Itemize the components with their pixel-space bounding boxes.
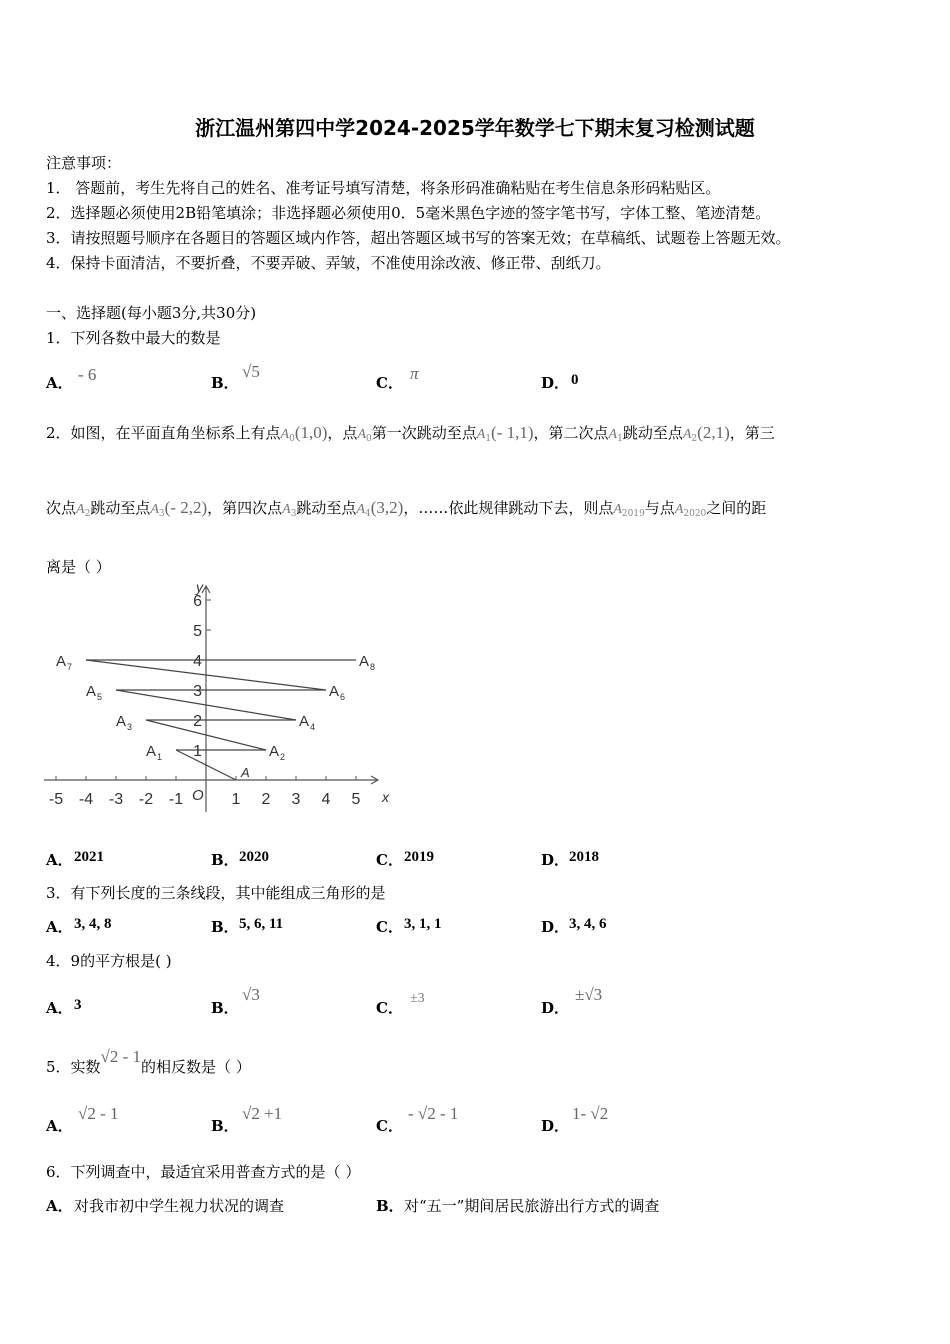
q4-option-b-label: B． bbox=[211, 999, 239, 1017]
q2-point-label: A bbox=[674, 502, 684, 517]
q4-option-c-value: ±3 bbox=[410, 991, 425, 1006]
notice-item-2: 2．选择题必须使用2B铅笔填涂；非选择题必须使用0．5毫米黑色字迹的签字笔书写，字体工整、笔迹清楚。 bbox=[46, 204, 771, 222]
point-a3 bbox=[116, 713, 132, 732]
x-tick-label: -3 bbox=[108, 791, 124, 808]
q2-text: 跳动至点 bbox=[622, 424, 683, 442]
q1-option-d-value: 0 bbox=[571, 372, 579, 388]
point-label-subscript: 4 bbox=[310, 722, 316, 732]
point-a7 bbox=[56, 653, 72, 672]
q2-point-label: A bbox=[682, 427, 692, 442]
q2-text: 第一次跳动至点 bbox=[371, 424, 477, 442]
point-label: A bbox=[86, 683, 97, 700]
q2-subscript: 2 bbox=[84, 509, 91, 519]
point-a2 bbox=[269, 743, 285, 762]
question-4-stem: 4．9的平方根是( ) bbox=[46, 952, 172, 970]
q3-option-c-value: 3, 1, 1 bbox=[404, 916, 442, 932]
notice-item-1: 1． 答题前，考生先将自己的姓名、准考证号填写清楚，将条形码准确粘贴在考生信息条形码粘贴区。 bbox=[46, 179, 721, 197]
q2-text: ，第二次点 bbox=[533, 424, 609, 442]
y-axis-label: y bbox=[196, 580, 203, 595]
q2-option-d-value: 2018 bbox=[569, 849, 599, 865]
point-label-subscript: 7 bbox=[67, 662, 73, 672]
notice-item-4: 4．保持卡面清洁，不要折叠，不要弄破、弄皱，不准使用涂改液、修正带、刮纸刀。 bbox=[46, 254, 611, 272]
x-tick-label: -4 bbox=[78, 791, 94, 808]
question-2-line-2 bbox=[46, 497, 766, 519]
q2-text: ，第四次点 bbox=[207, 499, 283, 517]
point-a5 bbox=[86, 683, 102, 702]
point-labels bbox=[49, 580, 390, 808]
q3-option-b-value: 5, 6, 11 bbox=[239, 916, 284, 932]
q1-option-b-value: √5 bbox=[242, 362, 260, 381]
q2-point-label: A bbox=[76, 502, 85, 517]
q2-text: 次点 bbox=[46, 499, 77, 517]
q1-option-b-label: B． bbox=[211, 374, 239, 392]
point-a bbox=[240, 765, 250, 780]
q2-subscript: 2020 bbox=[683, 509, 707, 519]
q5-option-a-value: √2 - 1 bbox=[78, 1104, 119, 1123]
q2-subscript: 3 bbox=[158, 509, 165, 519]
y-tick-label: 6 bbox=[193, 593, 202, 610]
q2-text: 之间的距 bbox=[706, 499, 767, 517]
q2-option-a-value: 2021 bbox=[74, 849, 104, 865]
point-a1 bbox=[146, 743, 162, 762]
question-1-stem: 1．下列各数中最大的数是 bbox=[46, 329, 221, 347]
q2-subscript: 1 bbox=[617, 434, 623, 444]
q2-option-b-value: 2020 bbox=[239, 849, 269, 865]
q5-option-d-label: D． bbox=[541, 1117, 570, 1135]
point-label-subscript: 8 bbox=[370, 662, 376, 672]
point-label-subscript: 6 bbox=[340, 692, 346, 702]
coordinate-figure bbox=[40, 580, 400, 820]
point-label: A bbox=[269, 743, 280, 760]
point-a6 bbox=[329, 683, 345, 702]
q4-option-a-value: 3 bbox=[74, 997, 82, 1013]
q2-text: 2．如图，在平面直角坐标系上有点 bbox=[46, 424, 281, 442]
q4-option-d-value: ±√3 bbox=[575, 985, 603, 1004]
q2-coord: (- 2,2) bbox=[164, 498, 208, 517]
q2-coord: (1,0) bbox=[294, 423, 328, 442]
question-6-stem: 6．下列调查中，最适宜采用普查方式的是（ ） bbox=[46, 1163, 361, 1181]
q2-point-label: A bbox=[150, 502, 159, 517]
q4-option-b-value: √3 bbox=[242, 985, 260, 1004]
x-tick-label: -1 bbox=[168, 791, 184, 808]
q5-option-b-value: √2 +1 bbox=[242, 1104, 283, 1123]
q6-option-b-label: B． bbox=[376, 1197, 404, 1215]
q5-option-b-label: B． bbox=[211, 1117, 239, 1135]
q2-subscript: 0 bbox=[366, 434, 372, 444]
q2-coord: (2,1) bbox=[697, 423, 730, 442]
x-tick-label: 5 bbox=[351, 791, 361, 808]
q5-stem-math: √2 - 1 bbox=[100, 1047, 142, 1066]
q1-option-a-label: A． bbox=[46, 374, 73, 392]
q2-point-label: A bbox=[608, 427, 618, 442]
q2-option-a-label: A． bbox=[46, 851, 73, 869]
q1-option-d-label: D． bbox=[541, 374, 570, 392]
q2-text: 跳动至点 bbox=[90, 499, 151, 517]
point-label: A bbox=[329, 683, 340, 700]
q2-point-label: A bbox=[282, 502, 291, 517]
notice-item-3: 3．请按照题号顺序在各题目的答题区域内作答，超出答题区域书写的答案无效；在草稿纸、试题卷上答题无效。 bbox=[46, 229, 791, 247]
q5-option-c-label: C． bbox=[376, 1117, 403, 1135]
page-title: 浙江温州第四中学2024-2025学年数学七下期末复习检测试题 bbox=[195, 116, 755, 140]
q6-option-a-label: A． bbox=[46, 1197, 73, 1215]
point-label-subscript: 3 bbox=[127, 722, 133, 732]
q3-option-c-label: C． bbox=[376, 918, 403, 936]
x-tick-label: -5 bbox=[48, 791, 64, 808]
q2-subscript: 3 bbox=[290, 509, 297, 519]
point-label-subscript: 1 bbox=[157, 752, 163, 762]
question-3-stem: 3．有下列长度的三条线段，其中能组成三角形的是 bbox=[46, 884, 386, 902]
x-tick-label: 2 bbox=[261, 791, 271, 808]
q2-option-b-label: B． bbox=[211, 851, 239, 869]
question-5-stem bbox=[46, 1047, 251, 1077]
point-a4 bbox=[299, 713, 315, 732]
q2-point-label: A bbox=[356, 502, 365, 517]
y-tick-label: 5 bbox=[193, 623, 202, 640]
q2-option-c-label: C． bbox=[376, 851, 403, 869]
q3-option-d-label: D． bbox=[541, 918, 570, 936]
q6-option-a-value: 对我市初中学生视力状况的调查 bbox=[74, 1197, 285, 1215]
q6-option-b-value: 对“五一”期间居民旅游出行方式的调查 bbox=[404, 1197, 660, 1215]
q2-option-d-label: D． bbox=[541, 851, 570, 869]
q2-coord: (- 1,1) bbox=[491, 423, 534, 442]
point-a8 bbox=[359, 653, 375, 672]
point-label: A bbox=[146, 743, 157, 760]
q2-subscript: 4 bbox=[365, 509, 371, 519]
y-tick-label: 2 bbox=[193, 713, 202, 730]
q5-option-c-value: - √2 - 1 bbox=[408, 1104, 459, 1123]
q2-text: ，……依此规律跳动下去，则点 bbox=[403, 499, 614, 517]
q2-text: ，点 bbox=[327, 424, 358, 442]
point-label-subscript: 5 bbox=[97, 692, 103, 702]
point-label: A bbox=[56, 653, 67, 670]
q4-option-a-label: A． bbox=[46, 999, 73, 1017]
x-tick-label: 3 bbox=[291, 791, 301, 808]
q4-option-d-label: D． bbox=[541, 999, 570, 1017]
q3-option-b-label: B． bbox=[211, 918, 239, 936]
point-label: A bbox=[359, 653, 370, 670]
x-tick-label: -2 bbox=[138, 791, 154, 808]
point-label-subscript: 2 bbox=[280, 752, 286, 762]
q4-option-c-label: C． bbox=[376, 999, 403, 1017]
q2-text: 跳动至点 bbox=[296, 499, 357, 517]
point-label: A bbox=[299, 713, 310, 730]
x-tick-label: 4 bbox=[321, 791, 331, 808]
y-tick-label: 3 bbox=[193, 683, 202, 700]
q5-option-a-label: A． bbox=[46, 1117, 73, 1135]
q3-option-d-value: 3, 4, 6 bbox=[569, 916, 607, 932]
origin-label: O bbox=[192, 787, 204, 804]
q3-option-a-value: 3, 4, 8 bbox=[74, 916, 112, 932]
y-tick-label: 1 bbox=[193, 743, 202, 760]
q2-subscript: 0 bbox=[289, 434, 295, 444]
q5-stem-pre: 5．实数 bbox=[46, 1058, 101, 1076]
q5-option-d-value: 1- √2 bbox=[572, 1104, 609, 1123]
section-heading: 一、选择题(每小题3分,共30分) bbox=[46, 304, 257, 322]
q2-subscript: 2 bbox=[691, 434, 698, 444]
q3-option-a-label: A． bbox=[46, 918, 73, 936]
q2-text: 与点 bbox=[644, 499, 675, 517]
y-tick-label: 4 bbox=[193, 653, 202, 670]
q2-point-label: A bbox=[280, 427, 290, 442]
point-label: A bbox=[116, 713, 127, 730]
q5-stem-post: 的相反数是（ ） bbox=[141, 1058, 251, 1076]
q2-option-c-value: 2019 bbox=[404, 849, 434, 865]
q2-text: ，第三 bbox=[729, 424, 775, 442]
q1-option-c-label: C． bbox=[376, 374, 403, 392]
q2-point-label: A bbox=[357, 427, 366, 442]
q1-option-c-value: π bbox=[410, 364, 419, 383]
notice-heading: 注意事项： bbox=[46, 154, 122, 172]
q1-option-a-value: - 6 bbox=[78, 365, 97, 384]
q2-coord: (3,2) bbox=[370, 498, 404, 517]
q2-point-label: A bbox=[613, 502, 622, 517]
q2-subscript: 2019 bbox=[621, 509, 645, 519]
jump-path bbox=[86, 660, 356, 780]
point-label: A bbox=[241, 765, 250, 780]
question-2-line-3: 离是（ ） bbox=[46, 558, 111, 576]
q2-point-label: A bbox=[476, 427, 486, 442]
q2-subscript: 1 bbox=[485, 434, 492, 444]
x-axis-label: x bbox=[382, 789, 389, 805]
question-2-line-1 bbox=[46, 422, 775, 444]
x-tick-label: 1 bbox=[231, 791, 241, 808]
